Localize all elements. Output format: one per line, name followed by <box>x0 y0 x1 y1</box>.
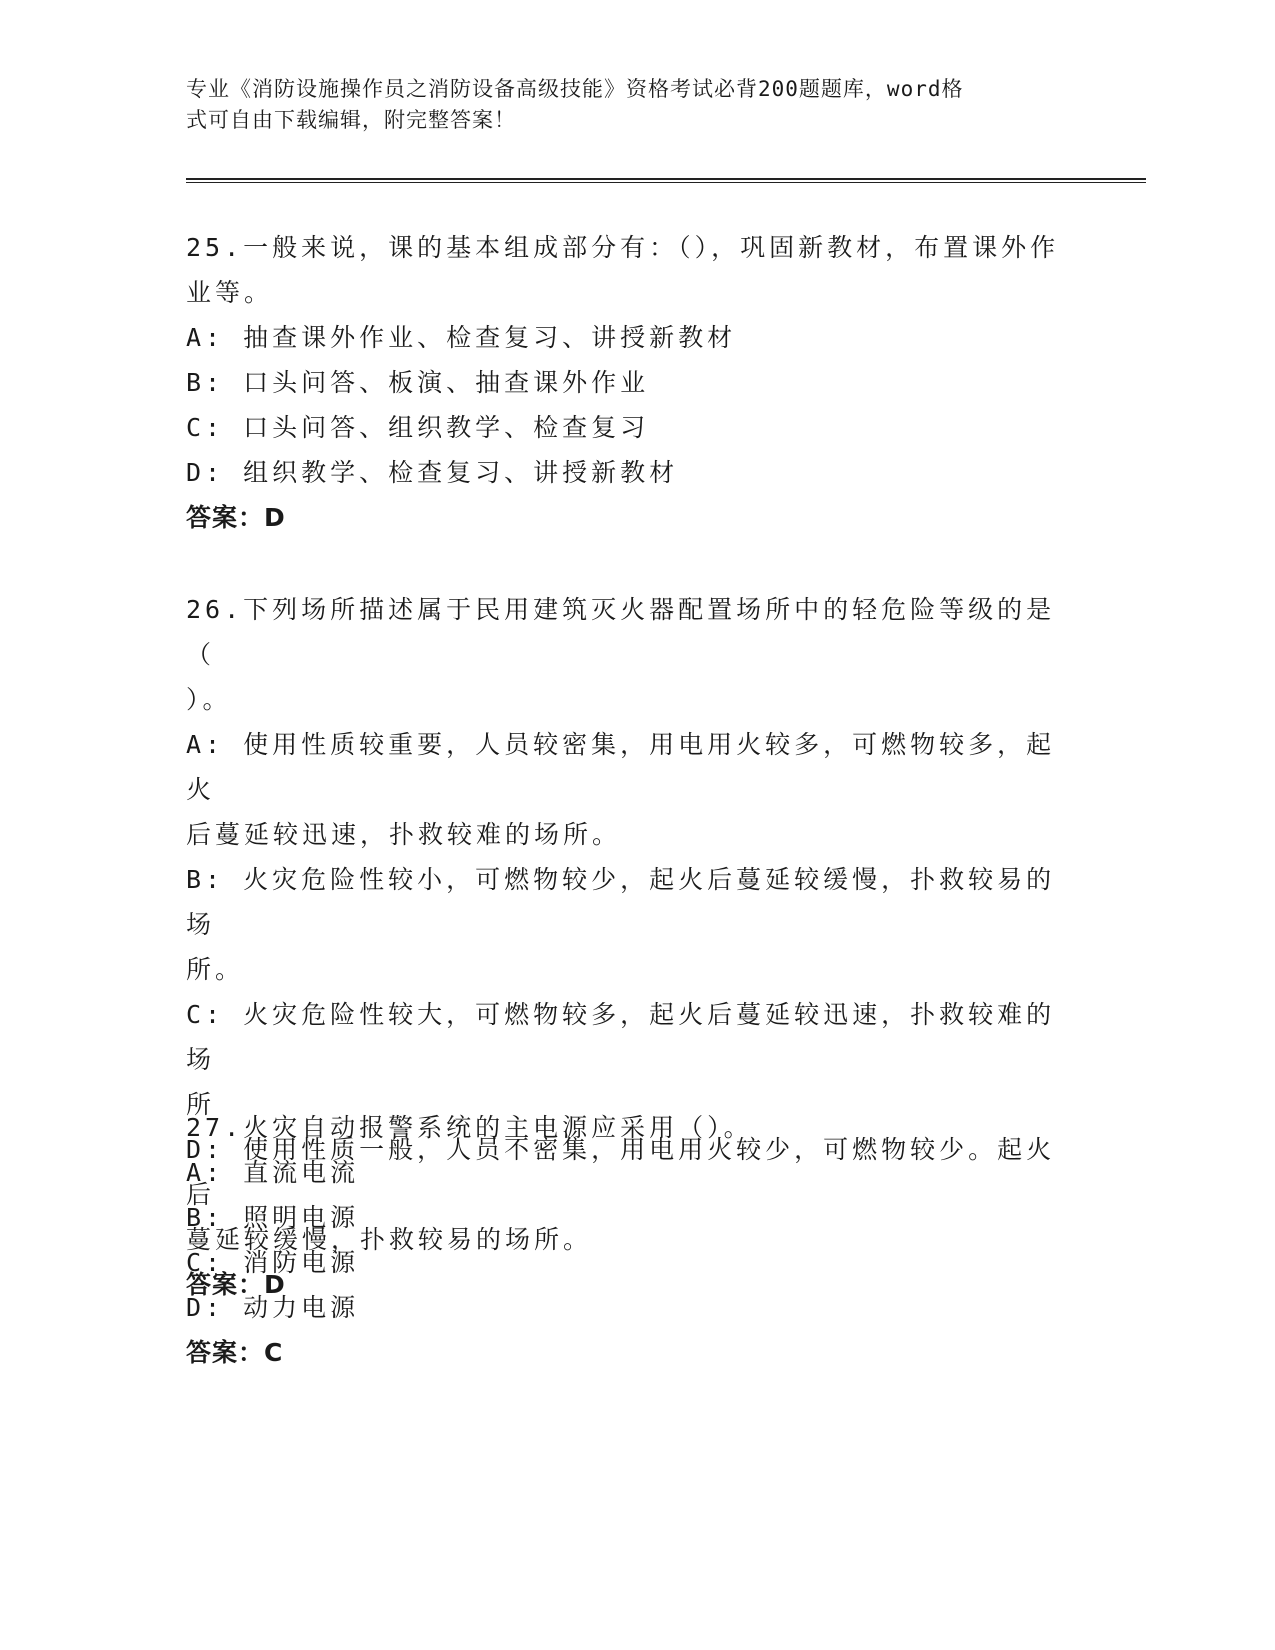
option-b-cont: 所。 <box>186 955 245 984</box>
question-stem-line: 25.一般来说，课的基本组成部分有：（），巩固新教材，布置课外作 <box>186 233 1060 262</box>
option-a: A: 直流电流 <box>186 1158 360 1187</box>
option-b: B: 口头问答、板演、抽查课外作业 <box>186 368 650 397</box>
option-c: C: 口头问答、组织教学、检查复习 <box>186 413 650 442</box>
header-line-1: 专业《消防设施操作员之消防设备高级技能》资格考试必背200题题库，word格 <box>186 77 964 101</box>
header-divider <box>186 178 1146 180</box>
document-header <box>186 74 1066 136</box>
option-c: C: 火灾危险性较大，可燃物较多，起火后蔓延较迅速，扑救较难的场 <box>186 1000 1056 1074</box>
option-a: A: 使用性质较重要，人员较密集，用电用火较多，可燃物较多，起火 <box>186 730 1056 804</box>
question-stem-line: 26.下列场所描述属于民用建筑灭火器配置场所中的轻危险等级的是（ <box>186 595 1056 669</box>
question-stem-line: 业等。 <box>186 278 274 307</box>
option-c-cont: 所 <box>186 1090 216 1119</box>
header-divider-thin <box>186 182 1146 183</box>
option-d-cont: 蔓延较缓慢，扑救较易的场所。 <box>186 1225 593 1254</box>
option-d: D: 组织教学、检查复习、讲授新教材 <box>186 458 679 487</box>
option-c: C: 消防电源 <box>186 1248 360 1277</box>
answer-label: 答案：C <box>186 1338 284 1367</box>
document-page <box>186 0 1146 1650</box>
question-25 <box>186 225 1066 540</box>
answer-label: 答案：D <box>186 1270 286 1299</box>
question-stem-line: 27.火灾自动报警系统的主电源应采用（）。 <box>186 1113 753 1142</box>
option-a-cont: 后蔓延较迅速，扑救较难的场所。 <box>186 820 622 849</box>
option-b: B: 火灾危险性较小，可燃物较少，起火后蔓延较缓慢，扑救较易的场 <box>186 865 1056 939</box>
option-a: A: 抽查课外作业、检查复习、讲授新教材 <box>186 323 737 352</box>
answer-label: 答案：D <box>186 503 286 532</box>
header-line-2: 式可自由下载编辑，附完整答案！ <box>186 108 516 132</box>
option-d: D: 使用性质一般，人员不密集，用电用火较少，可燃物较少。起火后 <box>186 1135 1056 1209</box>
option-b: B: 照明电源 <box>186 1203 360 1232</box>
question-27 <box>186 1105 1066 1375</box>
option-d: D: 动力电源 <box>186 1293 360 1322</box>
question-stem-line: ）。 <box>186 685 232 714</box>
